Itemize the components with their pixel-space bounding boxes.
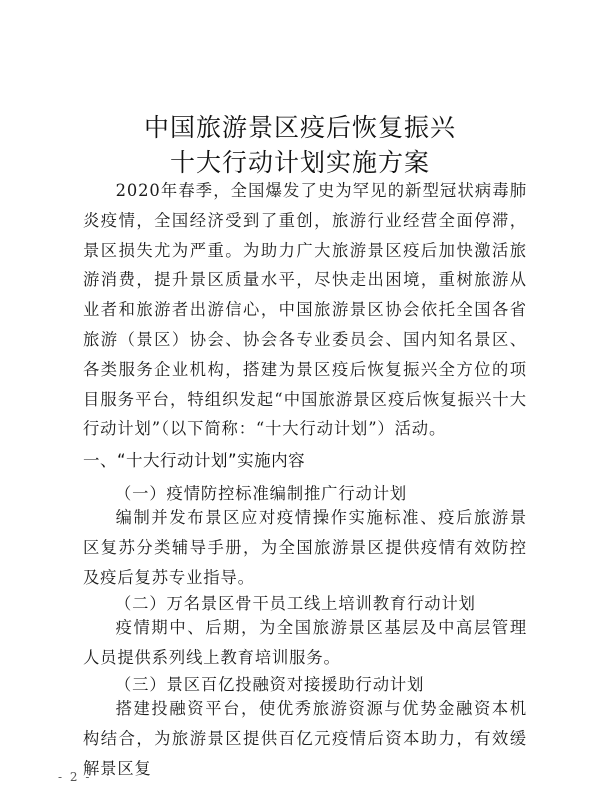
item-2-paragraph: 疫情期中、后期，为全国旅游景区基层及中高层管理人员提供系列线上教育培训服务。 [83, 618, 527, 667]
item-3-paragraph: 搭建投融资平台，使优秀旅游资源与优势金融资本机构结合，为旅游景区提供百亿元疫情后资本助力，有效缓解景区复 [83, 699, 527, 778]
intro-paragraph: 2020年春季，全国爆发了史为罕见的新型冠状病毒肺炎疫情，全国经济受到了重创，旅游行业经营全面停滞，景区损失尤为严重。为助力广大旅游景区疫后加快激活旅游消费，提升景区质量水平，尽快走出困境，重树旅游从业者和旅游者出游信心，中国旅游景区协会依托全国各省旅游（景区）协会、协会各专业委员会、国内知名景区、各类服务企业机构，搭建为景区疫后恢复振兴全方位的项目服务平台，特组织发起“中国旅游景区疫后恢复振兴十大行动计划”（以下简称：“十大行动计划”）活动。 [83, 181, 527, 439]
item-3-title: （三）景区百亿投融资对接援助行动计划 [115, 675, 425, 694]
item-1-title: （一）疫情防控标准编制推广行动计划 [115, 484, 408, 503]
page-number: - 2 - [58, 770, 92, 784]
item-2-title: （二）万名景区骨干员工线上培训教育行动计划 [115, 594, 476, 613]
document-title-line-2: 十大行动计划实施方案 [169, 148, 430, 177]
document-title-line-1: 中国旅游景区疫后恢复振兴 [143, 113, 456, 142]
section-heading: 一、“十大行动计划”实施内容 [83, 451, 306, 470]
item-1-paragraph: 编制并发布景区应对疫情操作实施标准、疫后旅游景区复苏分类辅导手册，为全国旅游景区提供疫情有效防控及疫后复苏专业指导。 [83, 508, 527, 587]
